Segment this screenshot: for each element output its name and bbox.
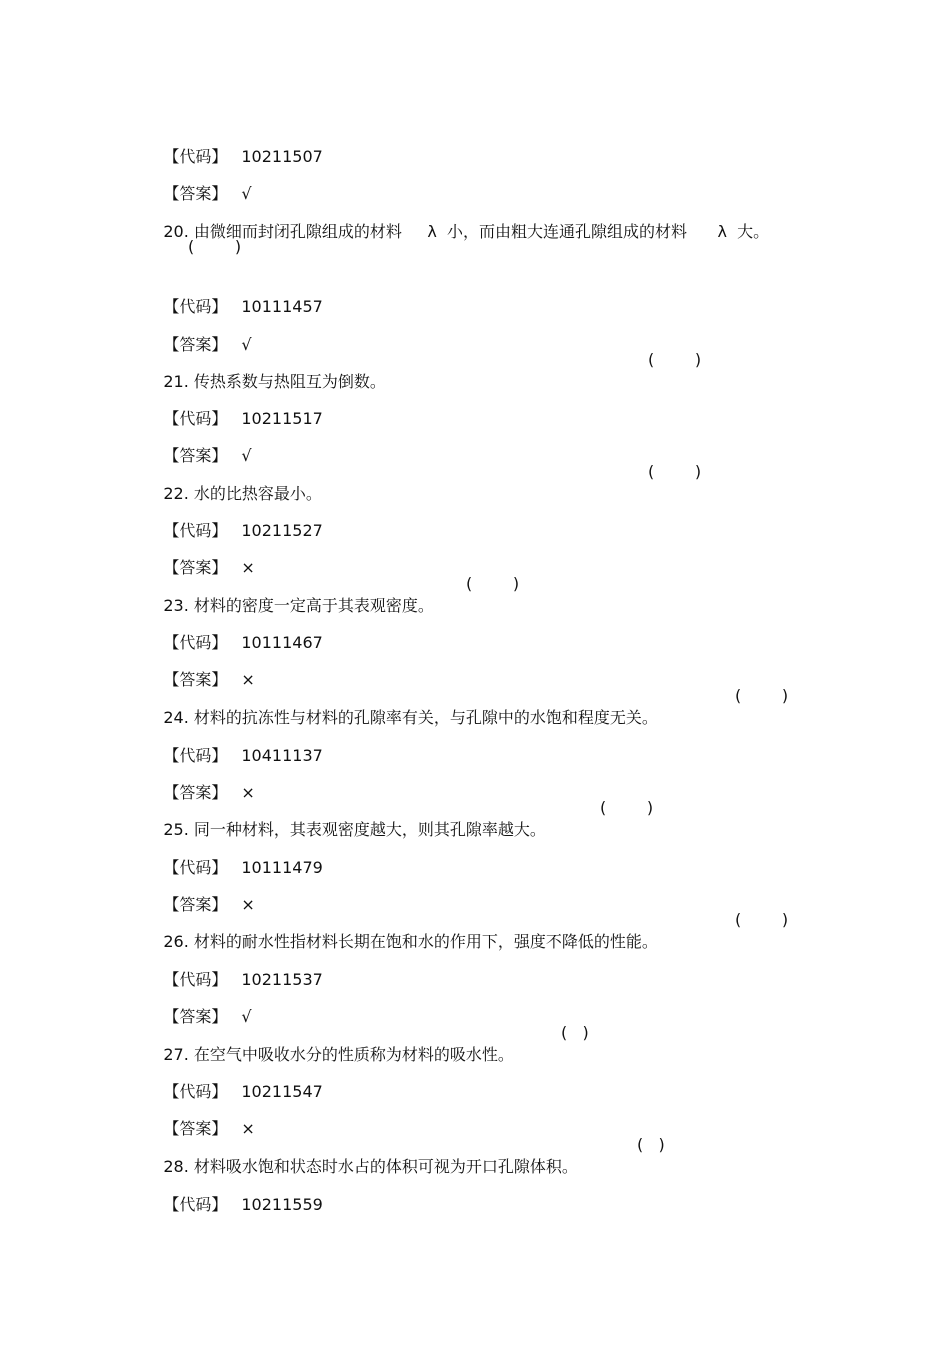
code-line (143, 723, 323, 765)
answer-line (143, 760, 255, 802)
answer-label: 【答案】 (163, 1007, 228, 1026)
code-value: 10211507 (241, 147, 323, 166)
answer-blank: ( ) (735, 910, 789, 929)
answer-line (143, 312, 252, 354)
code-value: 10111457 (241, 297, 323, 316)
code-label: 【代码】 (163, 746, 228, 765)
answer-label: 【答案】 (163, 446, 228, 465)
answer-value: × (241, 1119, 255, 1138)
answer-value: √ (241, 184, 252, 203)
answer-line (143, 647, 255, 689)
question-text: 传热系数与热阻互为倒数。 (193, 372, 386, 391)
code-label: 【代码】 (163, 858, 228, 877)
answer-blank: ( ) (188, 237, 242, 256)
code-value: 10211517 (241, 409, 323, 428)
answer-line (143, 1096, 255, 1138)
code-line (143, 1059, 323, 1101)
answer-label: 【答案】 (163, 558, 228, 577)
code-value: 10211537 (241, 970, 323, 989)
answer-blank: ( ) (600, 798, 654, 817)
answer-blank: ( ) (466, 574, 520, 593)
code-line (143, 1172, 323, 1214)
code-label: 【代码】 (163, 521, 228, 540)
answer-line (143, 984, 252, 1026)
code-line (143, 835, 323, 877)
question-number: 26. (163, 932, 189, 951)
question-text: 材料吸水饱和状态时水占的体积可视为开口孔隙体积。 (193, 1157, 578, 1176)
answer-label: 【答案】 (163, 670, 228, 689)
code-line (143, 274, 323, 316)
answer-line (143, 161, 252, 203)
answer-value: √ (241, 1007, 252, 1026)
question-27 (143, 1022, 514, 1064)
code-line (143, 610, 323, 652)
answer-label: 【答案】 (163, 184, 228, 203)
code-label: 【代码】 (163, 633, 228, 652)
code-label: 【代码】 (163, 297, 228, 316)
question-26 (143, 909, 658, 951)
answer-line (143, 423, 252, 465)
answer-value: × (241, 783, 255, 802)
answer-line (143, 872, 255, 914)
answer-value: × (241, 670, 255, 689)
code-value: 10111467 (241, 633, 323, 652)
question-24 (143, 685, 658, 727)
answer-label: 【答案】 (163, 1119, 228, 1138)
answer-value: × (241, 558, 255, 577)
answer-value: √ (241, 335, 252, 354)
question-28 (143, 1134, 578, 1176)
answer-value: × (241, 895, 255, 914)
question-22 (143, 461, 322, 503)
code-line (143, 498, 323, 540)
answer-blank: ( ) (648, 462, 702, 481)
answer-line (143, 535, 255, 577)
code-line (143, 386, 323, 428)
answer-value: √ (241, 446, 252, 465)
answer-blank: ( ) (648, 350, 702, 369)
question-text: 由微细而封闭孔隙组成的材料 λ 小，而由粗大连通孔隙组成的材料 λ 大。 (193, 222, 770, 241)
answer-label: 【答案】 (163, 335, 228, 354)
question-number: 27. (163, 1045, 189, 1064)
question-number: 24. (163, 708, 189, 727)
code-value: 10211559 (241, 1195, 323, 1214)
answer-label: 【答案】 (163, 895, 228, 914)
answer-blank: ( ) (637, 1135, 665, 1154)
question-23 (143, 573, 434, 615)
code-value: 10211527 (241, 521, 323, 540)
answer-label: 【答案】 (163, 783, 228, 802)
question-20 (143, 199, 770, 241)
answer-blank: ( ) (735, 686, 789, 705)
question-text: 材料的耐水性指材料长期在饱和水的作用下，强度不降低的性能。 (193, 932, 658, 951)
question-text: 同一种材料，其表观密度越大，则其孔隙率越大。 (193, 820, 546, 839)
code-label: 【代码】 (163, 970, 228, 989)
code-label: 【代码】 (163, 409, 228, 428)
code-label: 【代码】 (163, 147, 228, 166)
code-line (143, 124, 323, 166)
code-line (143, 947, 323, 989)
question-number: 25. (163, 820, 189, 839)
question-text: 在空气中吸收水分的性质称为材料的吸水性。 (193, 1045, 514, 1064)
question-number: 20. (163, 222, 189, 241)
question-text: 水的比热容最小。 (193, 484, 322, 503)
code-value: 10111479 (241, 858, 323, 877)
code-label: 【代码】 (163, 1082, 228, 1101)
code-value: 10411137 (241, 746, 323, 765)
question-21 (143, 349, 386, 391)
answer-blank: ( ) (561, 1023, 589, 1042)
question-25 (143, 797, 546, 839)
question-text: 材料的抗冻性与材料的孔隙率有关，与孔隙中的水饱和程度无关。 (193, 708, 658, 727)
question-number: 21. (163, 372, 189, 391)
question-number: 28. (163, 1157, 189, 1176)
code-label: 【代码】 (163, 1195, 228, 1214)
question-text: 材料的密度一定高于其表观密度。 (193, 596, 434, 615)
code-value: 10211547 (241, 1082, 323, 1101)
question-number: 23. (163, 596, 189, 615)
question-number: 22. (163, 484, 189, 503)
